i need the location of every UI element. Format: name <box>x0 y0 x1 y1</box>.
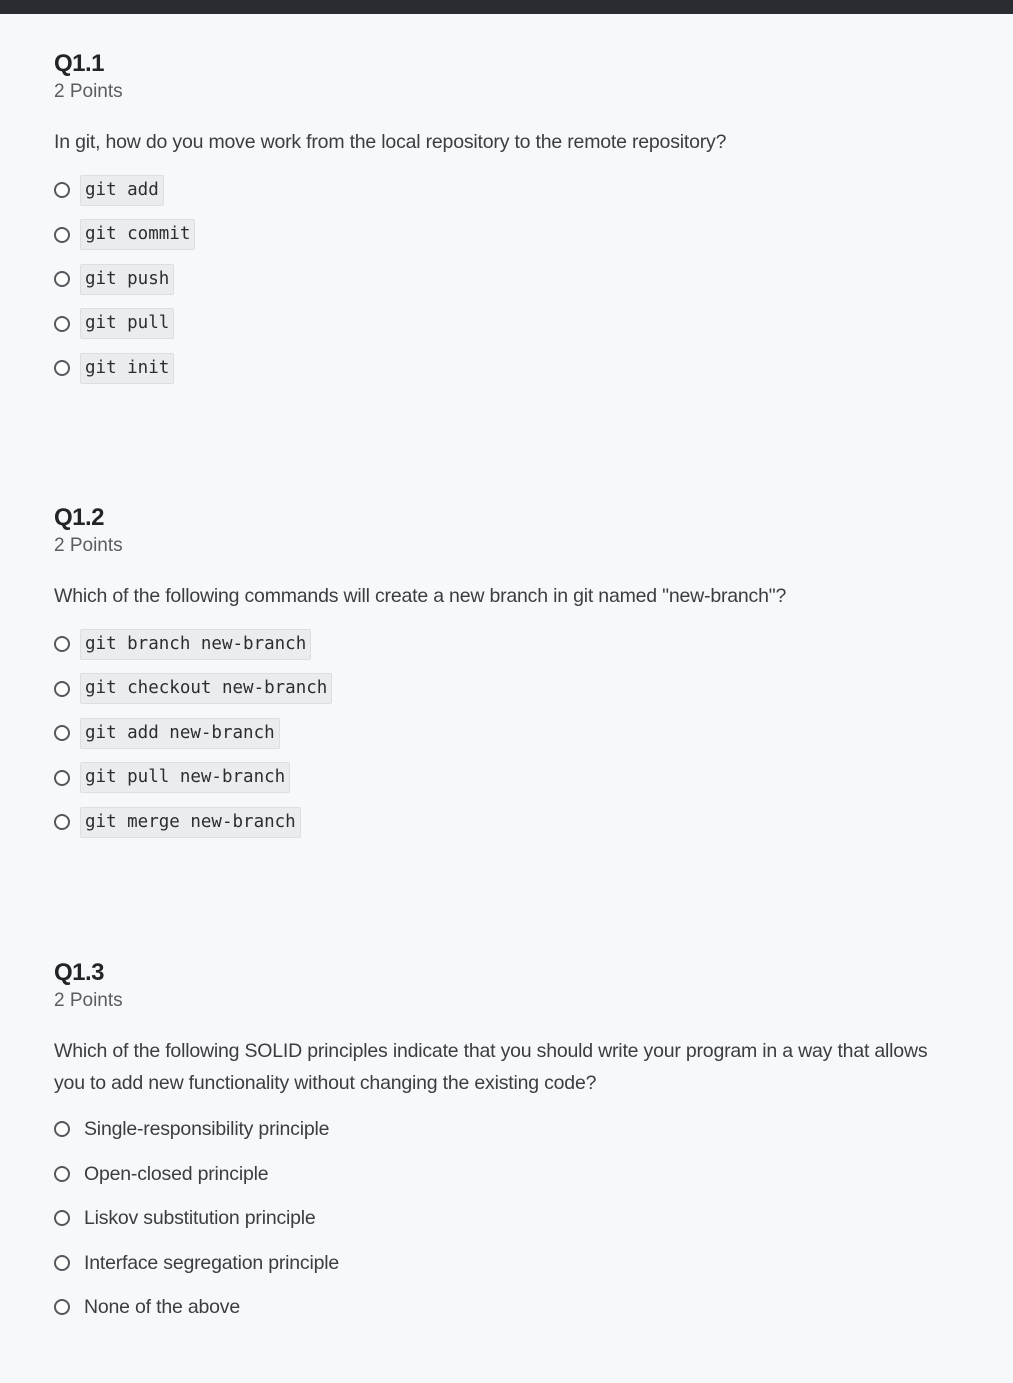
question-points: 2 Points <box>54 990 123 1011</box>
question-q1-2 <box>54 504 954 845</box>
answer-option-git-commit[interactable] <box>54 213 954 258</box>
radio-button[interactable] <box>54 271 70 287</box>
option-label: git branch new-branch <box>80 629 311 660</box>
answer-option-interface-segregation[interactable] <box>54 1241 954 1286</box>
question-points: 2 Points <box>54 81 123 102</box>
option-label: git add <box>80 175 164 206</box>
answer-option-git-add[interactable] <box>54 168 954 213</box>
option-label: git add new-branch <box>80 718 280 749</box>
option-label: None of the above <box>84 1296 240 1319</box>
question-points: 2 Points <box>54 535 123 556</box>
radio-button[interactable] <box>54 182 70 198</box>
radio-button[interactable] <box>54 770 70 786</box>
answer-option-git-pull-branch[interactable] <box>54 756 954 801</box>
question-prompt: Which of the following SOLID principles indicate that you should write your program in a way that allows you to add new functionality without changing the existing code? <box>54 1040 928 1094</box>
question-title: Q1.1 <box>54 50 105 77</box>
option-label: git init <box>80 353 174 384</box>
answer-option-git-pull[interactable] <box>54 302 954 347</box>
answer-option-liskov-substitution[interactable] <box>54 1196 954 1241</box>
radio-button[interactable] <box>54 1210 70 1226</box>
answer-option-git-checkout[interactable] <box>54 667 954 712</box>
option-label: git pull <box>80 308 174 339</box>
radio-button[interactable] <box>54 227 70 243</box>
top-bar <box>0 0 1013 14</box>
option-label: Interface segregation principle <box>84 1251 340 1274</box>
question-q1-3 <box>54 959 954 1330</box>
answer-options <box>54 622 954 845</box>
answer-option-none-of-the-above[interactable] <box>54 1285 954 1330</box>
option-label: git pull new-branch <box>80 762 290 793</box>
option-label: git commit <box>80 219 195 250</box>
radio-button[interactable] <box>54 1299 70 1315</box>
option-label: git checkout new-branch <box>80 673 332 704</box>
radio-button[interactable] <box>54 360 70 376</box>
answer-option-git-branch[interactable] <box>54 622 954 667</box>
option-label: git push <box>80 264 174 295</box>
question-prompt: In git, how do you move work from the local repository to the remote repository? <box>54 131 727 153</box>
radio-button[interactable] <box>54 1166 70 1182</box>
question-q1-1 <box>54 50 954 391</box>
question-title: Q1.2 <box>54 504 105 531</box>
radio-button[interactable] <box>54 636 70 652</box>
radio-button[interactable] <box>54 316 70 332</box>
radio-button[interactable] <box>54 725 70 741</box>
answer-options <box>54 1107 954 1330</box>
answer-option-git-init[interactable] <box>54 346 954 391</box>
quiz-page <box>0 14 1013 1383</box>
option-label: Single-responsibility principle <box>84 1118 330 1141</box>
radio-button[interactable] <box>54 1121 70 1137</box>
option-label: Liskov substitution principle <box>84 1207 316 1230</box>
radio-button[interactable] <box>54 1255 70 1271</box>
option-label: git merge new-branch <box>80 807 301 838</box>
radio-button[interactable] <box>54 681 70 697</box>
answer-option-git-add-branch[interactable] <box>54 711 954 756</box>
answer-option-git-merge[interactable] <box>54 800 954 845</box>
answer-option-single-responsibility[interactable] <box>54 1107 954 1152</box>
question-prompt: Which of the following commands will create a new branch in git named "new-branch"? <box>54 585 787 607</box>
radio-button[interactable] <box>54 814 70 830</box>
answer-options <box>54 168 954 391</box>
option-label: Open-closed principle <box>84 1162 269 1185</box>
question-title: Q1.3 <box>54 959 105 986</box>
answer-option-git-push[interactable] <box>54 257 954 302</box>
answer-option-open-closed[interactable] <box>54 1152 954 1197</box>
